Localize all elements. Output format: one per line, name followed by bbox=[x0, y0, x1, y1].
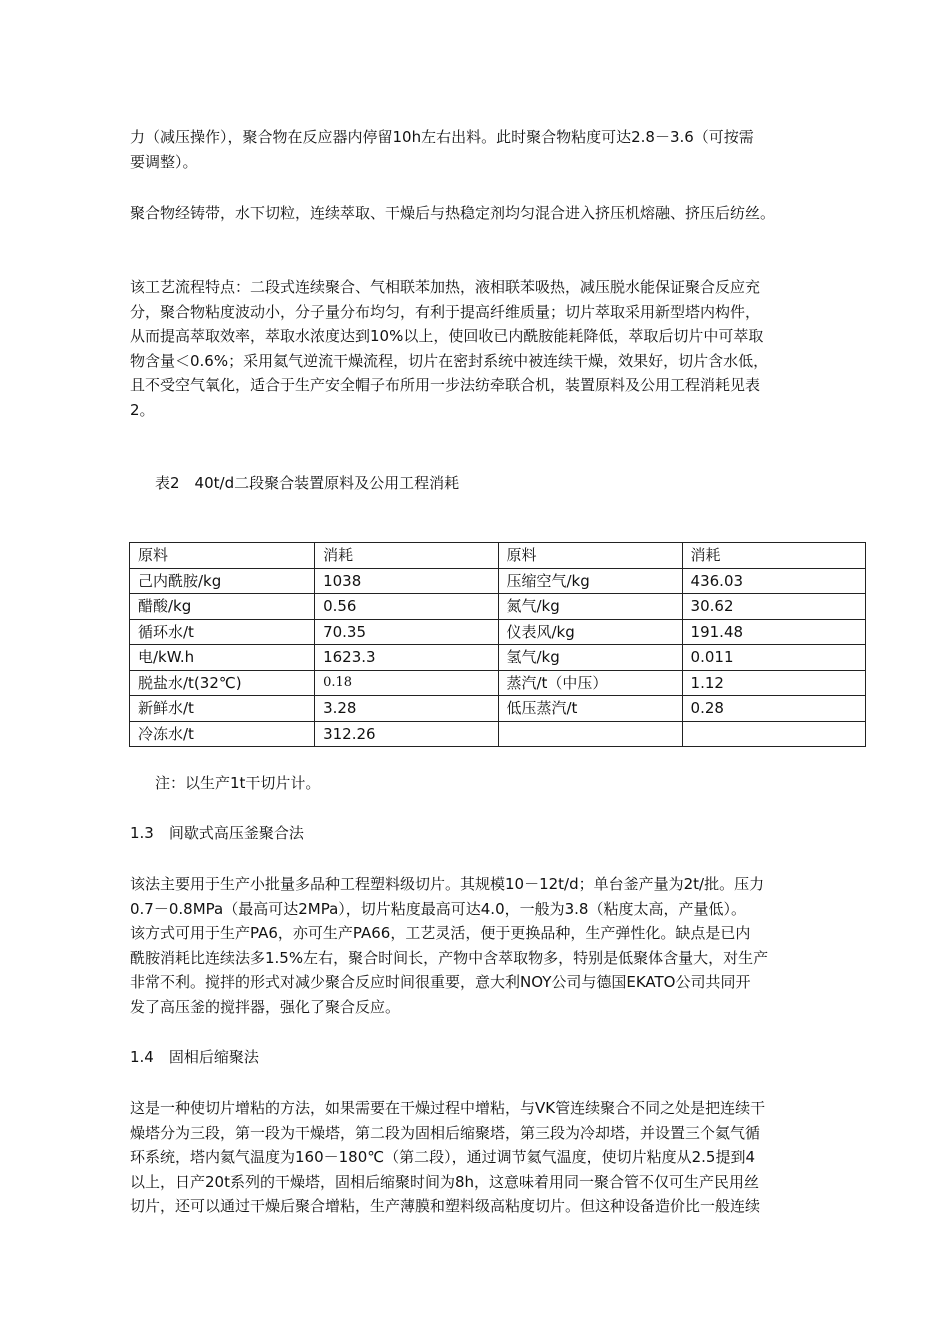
text-line: 2。 bbox=[130, 400, 155, 419]
table-cell: 低压蒸汽/t bbox=[498, 696, 682, 722]
table-row bbox=[130, 696, 866, 722]
table-row bbox=[130, 670, 866, 696]
table-cell: 己内酰胺/kg bbox=[130, 568, 315, 594]
section-heading-1-3: 1.3 间歇式高压釜聚合法 bbox=[130, 824, 304, 842]
text-line: 分，聚合物粘度波动小，分子量分布均匀，有利于提高纤维质量；切片萃取采用新型塔内构件， bbox=[130, 302, 761, 321]
paragraph-reaction-output bbox=[130, 125, 850, 174]
table-cell: 电/kW.h bbox=[130, 645, 315, 671]
text-line: 且不受空气氧化，适合于生产安全帽子布所用一步法纺牵联合机，装置原料及公用工程消耗见表 bbox=[130, 376, 761, 394]
text-line: 0.7－0.8MPa（最高可达2MPa），切片粘度最高可达4.0，一般为3.8（粘度太高，产量低）。 bbox=[130, 899, 746, 918]
table-cell: 3.28 bbox=[315, 696, 498, 722]
table-cell: 70.35 bbox=[315, 619, 498, 645]
text-line: 从而提高萃取效率，萃取水浓度达到10%以上，使回收已内酰胺能耗降低，萃取后切片中可萃取 bbox=[130, 327, 764, 345]
table-cell bbox=[682, 721, 865, 747]
text-line: 该工艺流程特点：二段式连续聚合、气相联苯加热，液相联苯吸热，减压脱水能保证聚合反应充 bbox=[130, 278, 761, 296]
table-cell: 0.28 bbox=[682, 696, 865, 722]
table-row bbox=[130, 645, 866, 671]
table-cell: 新鲜水/t bbox=[130, 696, 315, 722]
table-cell: 氢气/kg bbox=[498, 645, 682, 671]
table-cell: 蒸汽/t（中压） bbox=[498, 670, 682, 696]
table-cell: 仪表风/kg bbox=[498, 619, 682, 645]
text-line: 该方式可用于生产PA6，亦可生产PA66，工艺灵活，便于更换品种，生产弹性化。缺点是已内 bbox=[130, 924, 751, 942]
text-line: 以上，日产20t系列的干燥塔，固相后缩聚时间为8h，这意味着用同一聚合管不仅可生产民用丝 bbox=[130, 1172, 760, 1191]
text-line: 该法主要用于生产小批量多品种工程塑料级切片。其规模10－12t/d；单台釜产量为2t/批。压力 bbox=[130, 875, 765, 893]
header-cell: 原料 bbox=[498, 543, 682, 569]
consumption-table bbox=[129, 542, 866, 747]
table-caption: 表2 40t/d二段聚合装置原料及公用工程消耗 bbox=[155, 474, 460, 492]
text-line: 非常不利。搅拌的形式对减少聚合反应时间很重要，意大利NOY公司与德国EKATO公司共同开 bbox=[130, 973, 751, 991]
table-cell: 1623.3 bbox=[315, 645, 498, 671]
table-cell: 30.62 bbox=[682, 594, 865, 620]
table-cell: 氮气/kg bbox=[498, 594, 682, 620]
table-cell: 醋酸/kg bbox=[130, 594, 315, 620]
table-cell: 0.18 bbox=[315, 670, 498, 696]
text-line: 聚合物经铸带，水下切粒，连续萃取、干燥后与热稳定剂均匀混合进入挤压机熔融、挤压后纺丝。 bbox=[130, 204, 776, 222]
text-line: 切片，还可以通过干燥后聚合增粘，生产薄膜和塑料级高粘度切片。但这种设备造价比一般连续 bbox=[130, 1197, 761, 1215]
header-cell: 原料 bbox=[130, 543, 315, 569]
text-line: 酰胺消耗比连续法多1.5%左右，聚合时间长，产物中含萃取物多，特别是低聚体含量大，对生产 bbox=[130, 948, 769, 967]
table-cell: 冷冻水/t bbox=[130, 721, 315, 747]
paragraph-batch-autoclave bbox=[130, 872, 850, 1019]
table-cell: 436.03 bbox=[682, 568, 865, 594]
header-cell: 消耗 bbox=[315, 543, 498, 569]
text-line: 这是一种使切片增粘的方法，如果需要在干燥过程中增粘，与VK管连续聚合不同之处是把连续干 bbox=[130, 1099, 766, 1117]
header-cell: 消耗 bbox=[682, 543, 865, 569]
table-note: 注：以生产1t干切片计。 bbox=[155, 774, 321, 792]
table-header-row bbox=[130, 543, 866, 569]
table-row bbox=[130, 721, 866, 747]
table-row bbox=[130, 619, 866, 645]
text-line: 物含量＜0.6%；采用氦气逆流干燥流程，切片在密封系统中被连续干燥，效果好，切片含水低， bbox=[130, 351, 769, 370]
section-heading-1-4: 1.4 固相后缩聚法 bbox=[130, 1048, 259, 1066]
paragraph-solid-state bbox=[130, 1096, 850, 1219]
table-cell: 0.011 bbox=[682, 645, 865, 671]
paragraph-casting bbox=[130, 201, 850, 226]
text-line: 环系统，塔内氦气温度为160－180℃（第二段），通过调节氦气温度，使切片粘度从2.5提到4 bbox=[130, 1148, 756, 1166]
table-row bbox=[130, 568, 866, 594]
text-line: 燥塔分为三段，第一段为干燥塔，第二段为固相后缩聚塔，第三段为冷却塔，并设置三个氦气循 bbox=[130, 1123, 761, 1142]
table-row bbox=[130, 594, 866, 620]
paragraph-process-features bbox=[130, 275, 850, 422]
text-line: 力（减压操作），聚合物在反应器内停留10h左右出料。此时聚合物粘度可达2.8－3.6（可按需 bbox=[130, 128, 754, 146]
table-cell: 1038 bbox=[315, 568, 498, 594]
table-cell: 191.48 bbox=[682, 619, 865, 645]
table-cell: 312.26 bbox=[315, 721, 498, 747]
text-line: 发了高压釜的搅拌器，强化了聚合反应。 bbox=[130, 997, 401, 1016]
text-line: 要调整）。 bbox=[130, 152, 198, 171]
table-cell: 循环水/t bbox=[130, 619, 315, 645]
table-cell: 0.56 bbox=[315, 594, 498, 620]
table-cell: 压缩空气/kg bbox=[498, 568, 682, 594]
table-cell: 脱盐水/t(32℃) bbox=[130, 670, 315, 696]
table-cell bbox=[498, 721, 682, 747]
table-cell: 1.12 bbox=[682, 670, 865, 696]
